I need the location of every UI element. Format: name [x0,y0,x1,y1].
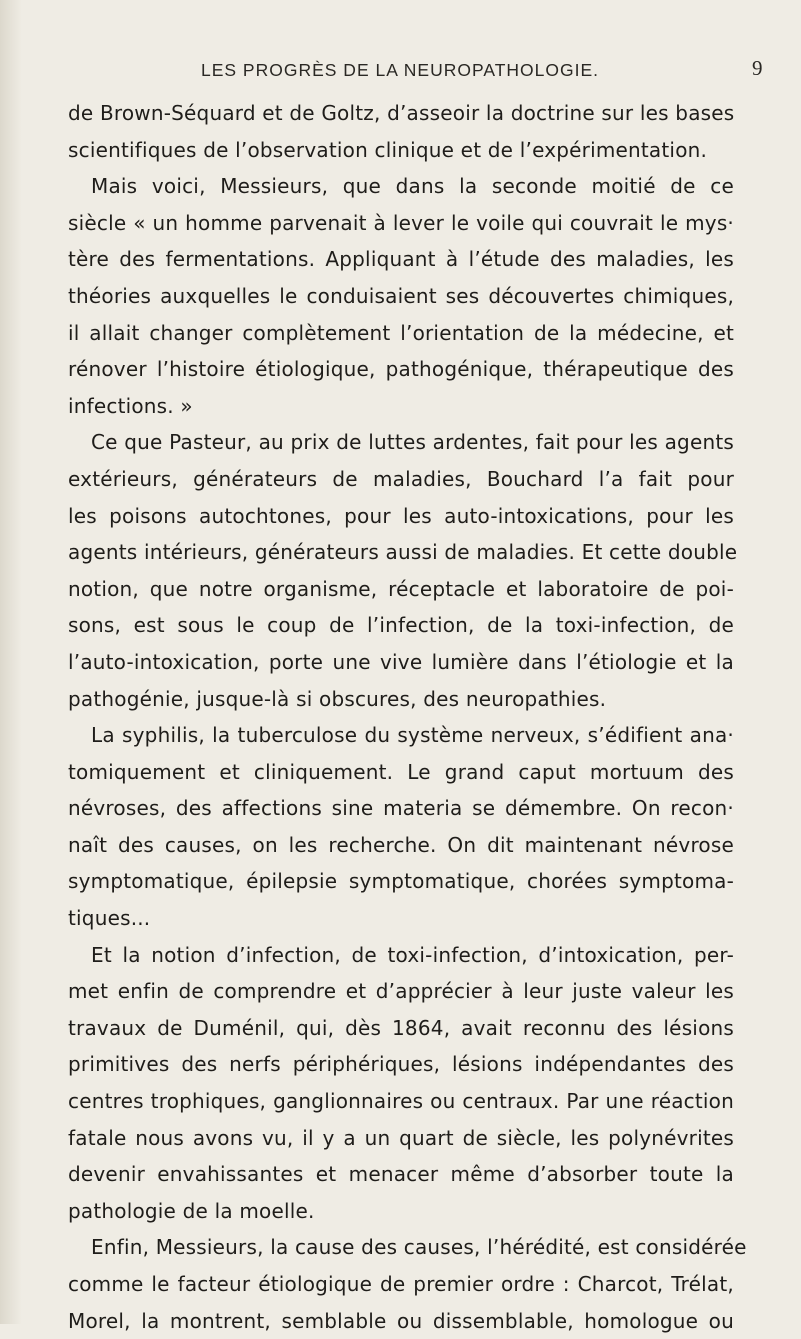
text-line: agents intérieurs, générateurs aussi de maladies. Et cette double [68,540,738,565]
text-line: met enfin de comprendre et d’apprécier à leur juste valeur les [68,979,734,1004]
text-line: La syphilis, la tuberculose du système nerveux, s’édifient ana· [91,723,734,748]
text-line: infections. » [68,393,193,418]
page-number: 9 [752,56,763,80]
text-line: symptomatique, épilepsie symptomatique, chorées symptoma- [68,869,734,894]
text-line: travaux de Duménil, qui, dès 1864, avait reconnu des lésions [68,1015,734,1040]
text-line: extérieurs, générateurs de maladies, Bouchard l’a fait pour [68,466,734,491]
text-line: Morel, la montrent, semblable ou dissemblable, homologue ou [68,1308,734,1333]
text-line: Enfin, Messieurs, la cause des causes, l’hérédité, est considérée [91,1235,747,1260]
text-line: l’auto-intoxication, porte une vive lumière dans l’étiologie et la [68,649,734,674]
text-line: théories auxquelles le conduisaient ses découvertes chimiques, [68,283,734,308]
text-line: comme le facteur étiologique de premier ordre : Charcot, Trélat, [68,1272,734,1296]
text-line: pathologie de la moelle. [68,1198,315,1223]
text-line: devenir envahissantes et menacer même d’absorber toute la [68,1162,734,1187]
text-line: siècle « un homme parvenait à lever le voile qui couvrait le mys· [68,210,734,235]
body-text [68,95,747,1339]
running-header: LES PROGRÈS DE LA NEUROPATHOLOGIE. [200,60,600,80]
text-line: centres trophiques, ganglionnaires ou centraux. Par une réaction [68,1089,734,1114]
text-line: fatale nous avons vu, il y a un quart de siècle, les polynévrites [68,1125,734,1150]
text-line: sons, est sous le coup de l’infection, de la toxi-infection, de [68,613,734,638]
text-line: pathogénie, jusque-là si obscures, des neuropathies. [68,686,607,711]
text-line: tomiquement et cliniquement. Le grand caput mortuum des [68,759,734,784]
text-line: Mais voici, Messieurs, que dans la seconde moitié de ce [91,174,734,199]
text-line: névroses, des affections sine materia se démembre. On recon· [68,796,734,821]
text-line: tère des fermentations. Appliquant à l’étude des maladies, les [68,247,734,272]
text-line: Et la notion d’infection, de toxi-infection, d’intoxication, per- [91,942,734,967]
text-line: notion, que notre organisme, réceptacle et laboratoire de poi- [68,576,734,601]
text-line: primitives des nerfs périphériques, lésions indépendantes des [68,1052,734,1077]
text-line: rénover l’histoire étiologique, pathogénique, thérapeutique des [68,357,734,382]
text-line: de Brown-Séquard et de Goltz, d’asseoir la doctrine sur les bases [68,101,735,125]
text-line: naît des causes, on les recherche. On dit maintenant névrose [68,832,734,857]
text-line: il allait changer complètement l’orientation de la médecine, et [68,320,734,345]
text-line: scientifiques de l’observation clinique et de l’expérimentation. [68,137,708,162]
text-line: tiques... [68,906,151,931]
text-line: les poisons autochtones, pour les auto-intoxications, pour les [68,503,734,528]
text-line: Ce que Pasteur, au prix de luttes ardentes, fait pour les agents [91,430,734,455]
page-edge-shadow [0,0,22,1324]
